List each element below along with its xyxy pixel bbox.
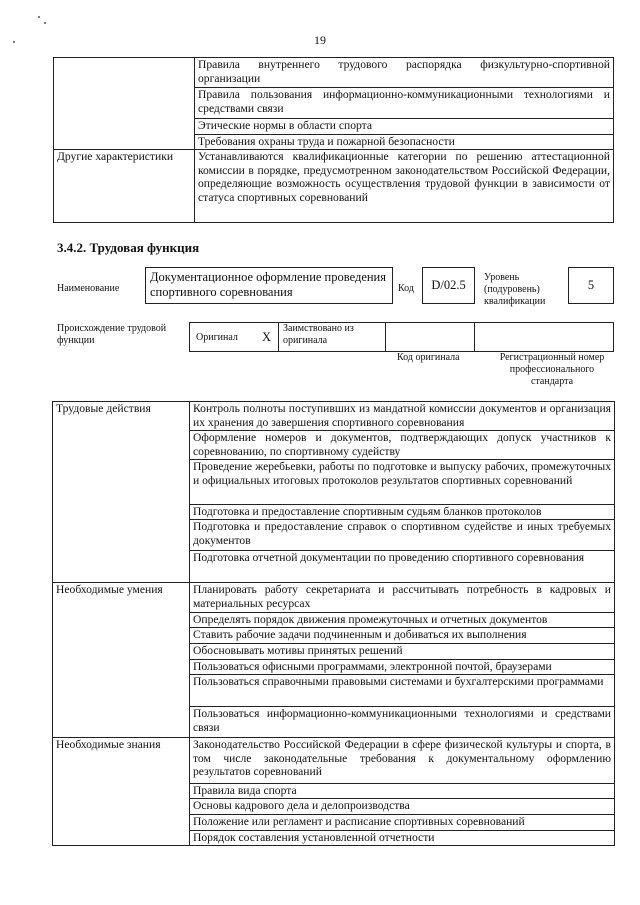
labor-actions-label: Трудовые действия — [53, 402, 190, 583]
reg-number-caption: Регистрационный номер профессионального стандарта — [499, 352, 605, 387]
table-cell: Правила внутреннего трудового распорядка физкультурно-спортивной организации — [195, 58, 614, 88]
name-value: Документационное оформление проведения спортивного соревнования — [150, 270, 386, 299]
table-cell: Пользоваться офисными программами, электронной почтой, браузерами — [190, 660, 615, 675]
table-cell: Проведение жеребьевки, работы по подготовке и выпуску рабочих, промежуточных и официальных итоговых протоколов результатов спортивных соревнований — [190, 460, 615, 505]
table-cell: Подготовка и предоставление спортивным судьям бланков протоколов — [190, 505, 615, 520]
origin-row — [189, 322, 614, 352]
page-number: 19 — [314, 33, 326, 47]
required-knowledge-label: Необходимые знания — [53, 738, 190, 846]
table-cell: Правила пользования информационно-коммуникационными технологиями и средствами связи — [195, 88, 614, 119]
level-value: 5 — [587, 278, 595, 293]
table-cell: Пользоваться справочными правовыми системами и бухгалтерскими программами — [190, 675, 615, 707]
table-cell: Ставить рабочие задачи подчиненным и добиваться их выполнения — [190, 628, 615, 644]
other-characteristics-label: Другие характеристики — [54, 150, 195, 223]
table-cell: Пользоваться информационно-коммуникационными технологиями и средствами связи — [190, 707, 615, 738]
section-heading: 3.4.2. Трудовая функция — [57, 240, 200, 255]
origin-divider — [278, 322, 279, 352]
table-cell: Подготовка отчетной документации по проведению спортивного соревнования — [190, 551, 615, 583]
required-skills-label: Необходимые умения — [53, 583, 190, 738]
scan-speck — [44, 22, 46, 24]
table-cell: Основы кадрового дела и делопроизводства — [190, 799, 615, 815]
origin-divider — [385, 322, 386, 352]
table-cell: Контроль полноты поступивших из мандатной комиссии документов и организация их хранения до завершения спортивного соревнования — [190, 402, 615, 431]
table-cell: Обосновывать мотивы принятых решений — [190, 644, 615, 660]
borrowed-label: Заимствовано из оригинала — [283, 323, 354, 346]
empty-label-cell — [54, 58, 195, 150]
level-label: Уровень (подуровень) квалификации — [484, 272, 546, 307]
code-value-box — [422, 267, 475, 304]
table-cell: Положение или регламент и расписание спортивных соревнований — [190, 815, 615, 831]
code-value: D/02.5 — [431, 278, 466, 293]
table-cell: Правила вида спорта — [190, 784, 615, 799]
table-cell: Планировать работу секретариата и рассчитывать потребность в кадровых и материальных ресурсах — [190, 583, 615, 613]
table-cell: Порядок составления установленной отчетности — [190, 831, 615, 846]
code-label: Код — [398, 283, 414, 294]
top-requirements-table — [53, 57, 614, 223]
labor-function-table — [52, 401, 615, 846]
original-mark: X — [262, 330, 272, 344]
table-cell: Определять порядок движения промежуточных и отчетных документов — [190, 613, 615, 628]
origin-label: Происхождение трудовой функции — [57, 323, 167, 346]
table-cell: Требования охраны труда и пожарной безопасности — [195, 135, 614, 150]
scan-speck — [13, 41, 15, 43]
level-value-box — [568, 267, 614, 304]
origin-divider — [474, 322, 475, 352]
table-cell: Законодательство Российской Федерации в сфере физической культуры и спорта, в том числе законодательные требования к документальному оформлению результатов соревнований — [190, 738, 615, 784]
other-characteristics-text: Устанавливаются квалификационные категории по решению аттестационной комиссии в порядке, предусмотренном законодательством Российской Федерации, определяющие возможность осуществления трудовой функции в зависимости от статуса спортивных соревнований — [195, 150, 614, 223]
name-value-box — [145, 267, 393, 304]
name-label: Наименование — [57, 283, 120, 294]
table-cell: Оформление номеров и документов, подтверждающих допуск участников к соревнованию, по спортивному судейству — [190, 431, 615, 460]
code-original-caption: Код оригинала — [397, 352, 460, 363]
table-cell: Этические нормы в области спорта — [195, 119, 614, 135]
scan-speck — [38, 16, 40, 18]
table-cell: Подготовка и предоставление справок о спортивном судействе и иных требуемых документов — [190, 520, 615, 551]
original-label: Оригинал — [196, 332, 238, 343]
